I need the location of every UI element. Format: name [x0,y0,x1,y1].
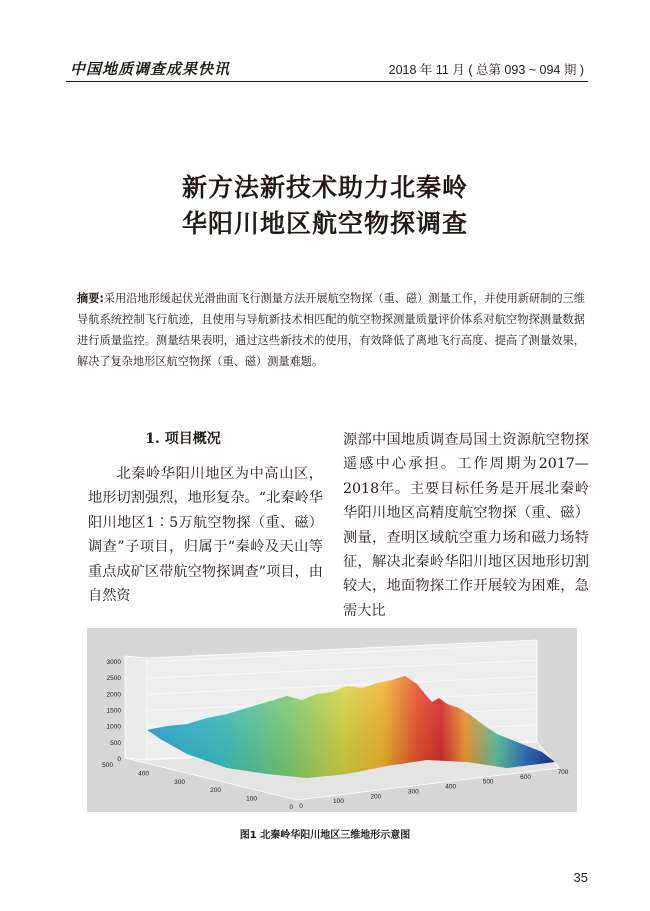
y-tick-label: 0 [289,804,293,811]
z-axis [107,659,122,763]
issue-info: 2018 年 11 月 ( 总第 093 ~ 094 期 ) [388,63,584,77]
y-tick-label: 300 [174,778,185,786]
y-tick-label: 200 [210,787,221,795]
terrain-3d-figure [87,628,577,812]
x-tick-label: 600 [520,773,532,781]
x-tick-label: 100 [332,798,344,806]
z-tick-label: 0 [117,756,121,763]
article-title-line-1: 新方法新技术助力北秦岭 [181,173,468,202]
left-wall [125,656,147,760]
header-divider [66,81,588,82]
journal-name: 中国地质调查成果快讯 [70,60,231,78]
z-tick-label: 3000 [106,659,121,666]
x-tick-label: 700 [557,769,569,776]
article-title-line-2: 华阳川地区航空物探调查 [181,209,468,238]
x-tick-label: 200 [370,793,382,801]
z-tick-label: 500 [110,739,121,747]
x-tick-label: 0 [299,803,303,810]
page-number: 35 [573,870,588,885]
section-heading: 1. 项目概况 [145,431,221,447]
y-tick-label: 100 [246,795,257,803]
x-tick-label: 300 [407,788,419,796]
abstract [77,288,585,372]
y-tick-label: 400 [138,770,149,778]
figure-caption: 图1 北秦岭华阳川地区三维地形示意图 [239,830,411,841]
abstract-text: 采用沿地形缓起伏光滑曲面飞行测量方法开展航空物探（重、磁）测量工作，并使用新研制的三维导航系统控制飞行航迹，且使用与导航新技术相匹配的航空物探测量质量评价体系对航空物探测量数据进行质量监控。测量结果表明，通过这些新技术的使用，有效降低了离地飞行高度、提高了测量效果，解决了复杂地形区航空物探（重、磁）测量难题。 [77,292,585,368]
terrain-3d-plot [87,628,577,812]
z-tick-label: 2500 [106,675,121,683]
body-text-left-column: 北秦岭华阳川地区为中高山区，地形切割强烈，地形复杂。“北秦岭华阳川地区1∶5万航空物探（重、磁）调查”子项目，归属于“秦岭及天山等重点成矿区带航空物探调查”项目，由自然资 [88,466,323,605]
body-text-right-column: 源部中国地质调查局国土资源航空物探遥感中心承担。工作周期为2017—2018年。主要目标任务是开展北秦岭华阳川地区高精度航空物探（重、磁）测量，查明区域航空重力场和磁力场特征，解决北秦岭华阳川地区因地形切割较大，地面物探工作开展较为困难，急需大比 [343,432,589,619]
z-tick-label: 1500 [106,707,121,715]
z-tick-label: 2000 [106,691,121,699]
x-tick-label: 400 [445,783,457,791]
z-tick-label: 1000 [106,723,121,731]
y-tick-label: 500 [102,762,113,769]
x-tick-label: 500 [482,778,494,786]
abstract-label: 摘要: [77,292,104,305]
